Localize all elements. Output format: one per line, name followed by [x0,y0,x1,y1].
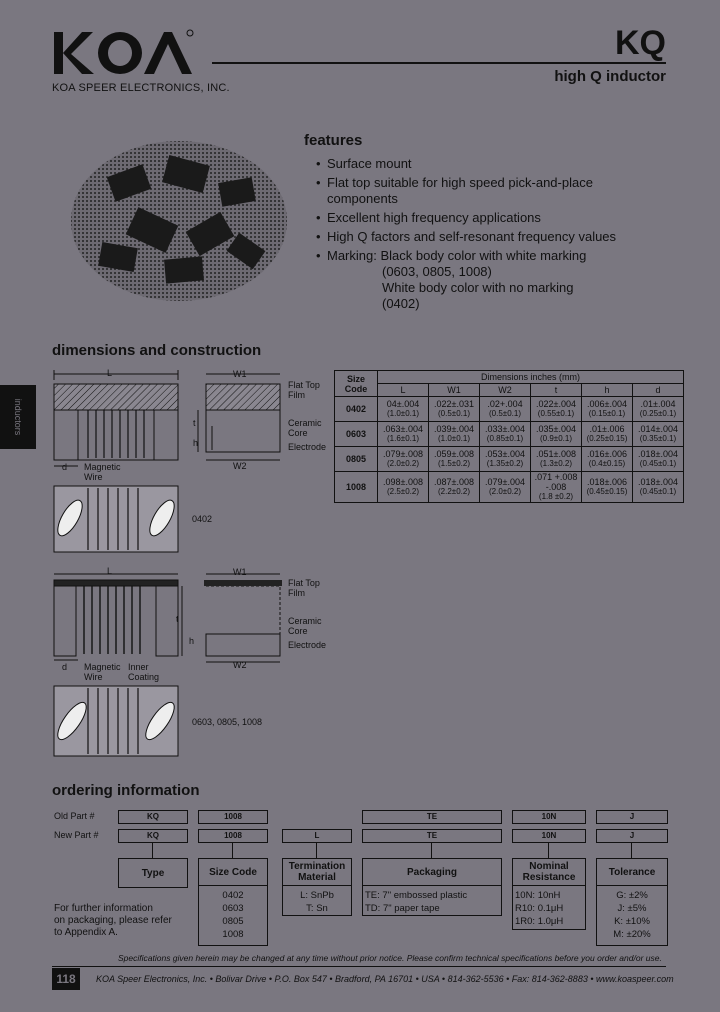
category-nominal-title: Nominal Resistance [513,859,585,886]
label-h: h [193,438,199,448]
label-size-others: 0603, 0805, 1008 [192,717,263,727]
ordering-title: ordering information [52,782,200,799]
table-cell: .098±.008 (2.5±0.2) [378,472,429,503]
table-header-t: t [531,384,582,397]
table-header-W2: W2 [480,384,531,397]
table-cell-size: 0402 [335,397,378,422]
company-address: KOA Speer Electronics, Inc. • Bolivar Drive • P.O. Box 547 • Bradford, PA 16701 • USA • 814-362-5536 • Fax: 814-362-8883 • www.koaspeer.com [96,974,674,984]
label-W2-2: W2 [233,660,247,670]
table-cell: .02+.004 (0.5±0.1) [480,397,531,422]
category-tolerance [596,858,668,946]
new-part-label: New Part # [54,830,99,840]
label-d-2: d [62,662,68,672]
old-part-size: 1008 [198,810,268,824]
dimensions-table [334,370,684,503]
table-cell: .051±.008 (1.3±0.2) [531,447,582,472]
label-L: L [107,368,113,378]
label-d: d [62,462,68,472]
list-item [316,210,636,226]
table-header-h: h [582,384,633,397]
feature-text: • Marking: Black body color with white marking [327,248,587,263]
list-item [316,175,636,207]
list-item [316,229,636,245]
table-row [335,447,684,472]
feature-text: White body color with no marking [382,280,574,295]
table-row [335,472,684,503]
product-code: KQ [615,24,666,62]
new-part-termination: L [282,829,352,843]
category-tolerance-values: G: ±2% J: ±5% K: ±10% M: ±20% [613,890,651,940]
feature-text: • Flat top suitable for high speed pick-and-place [327,175,593,190]
label-t: t [193,418,196,428]
table-cell: .016±.006 (0.4±0.15) [582,447,633,472]
category-tolerance-title: Tolerance [597,859,667,886]
header-rule [212,62,666,64]
packaging-note: For further information on packaging, please refer to Appendix A. [54,903,172,938]
table-cell: .018±.004 (0.45±0.1) [633,472,684,503]
table-row [335,397,684,422]
category-size-code [198,858,268,946]
label-W1-2: W1 [233,567,247,577]
category-type-title: Type [141,867,165,879]
koa-logo [52,28,194,78]
list-item [316,248,636,312]
category-termination-values: L: SnPb T: Sn [300,890,334,914]
table-cell-size: 0603 [335,422,378,447]
label-size-0402: 0402 [192,514,213,524]
category-nominal [512,858,586,930]
section-side-tab [0,385,36,449]
category-packaging-title: Packaging [363,859,501,886]
connector [431,843,432,858]
label-L-2: L [107,566,113,576]
table-header-size: Size Code [335,371,378,397]
table-cell: .01±.004 (0.25±0.1) [633,397,684,422]
table-row [335,422,684,447]
table-cell: 04±.004 (1.0±0.1) [378,397,429,422]
table-header-W1: W1 [429,384,480,397]
table-cell: .006±.004 (0.15±0.1) [582,397,633,422]
table-header-L: L [378,384,429,397]
connector [548,843,549,858]
category-packaging [362,858,502,916]
table-header-d: d [633,384,684,397]
category-termination [282,858,352,916]
label-flat-top-film-2: Flat Top Film [288,578,320,598]
old-part-nominal: 10N [512,810,586,824]
feature-text: Surface mount [327,156,412,171]
label-t-2: t [176,614,179,624]
label-flat-top-film: Flat Top Film [288,380,320,400]
new-part-size: 1008 [198,829,268,843]
label-ceramic-core-2: Ceramic Core [288,616,322,636]
table-cell-size: 1008 [335,472,378,503]
feature-text: (0603, 0805, 1008) [382,264,492,279]
product-photo [70,140,288,302]
list-item [316,156,636,172]
connector [316,843,317,858]
features-list [316,156,636,315]
table-cell: .014±.004 (0.35±0.1) [633,422,684,447]
table-cell: .022±.031 (0.5±0.1) [429,397,480,422]
new-part-nominal: 10N [512,829,586,843]
table-cell: .087±.008 (2.2±0.2) [429,472,480,503]
label-electrode: Electrode [288,442,327,452]
page-number: 118 [52,968,80,990]
category-packaging-values: TE: 7" embossed plastic TD: 7" paper tape [365,890,468,914]
category-type [118,858,188,888]
table-cell: .071 +.008 -.008 (1.8 ±0.2) [531,472,582,503]
table-cell: .079±.004 (2.0±0.2) [480,472,531,503]
old-part-type: KQ [118,810,188,824]
category-size-title: Size Code [199,859,267,886]
new-part-tolerance: J [596,829,668,843]
category-size-values: 0402 0603 0805 1008 [222,890,244,940]
footer-rule [52,966,666,967]
label-W2: W2 [233,461,247,471]
feature-text: Excellent high frequency applications [327,210,541,225]
dimensions-title: dimensions and construction [52,342,262,359]
table-cell: .053±.004 (1.35±0.2) [480,447,531,472]
table-header-group: Dimensions inches (mm) [378,371,684,384]
feature-text: (0402) [382,296,420,311]
new-part-type: KQ [118,829,188,843]
old-part-tolerance: J [596,810,668,824]
feature-text: components [327,191,398,206]
connector [152,843,153,858]
product-name: high Q inductor [554,68,666,85]
label-magnetic-wire: Magnetic Wire [84,462,121,482]
new-part-packaging: TE [362,829,502,843]
table-cell: .022±.004 (0.55±0.1) [531,397,582,422]
table-cell: .063±.004 (1.6±0.1) [378,422,429,447]
table-cell: .059±.008 (1.5±0.2) [429,447,480,472]
feature-text: High Q factors and self-resonant frequency values [327,229,617,244]
label-W1: W1 [233,369,247,379]
category-termination-title: Termination Material [283,859,351,886]
features-title: features [304,132,363,149]
label-ceramic-core: Ceramic Core [288,418,322,438]
label-h-2: h [189,636,195,646]
table-cell: .035±.004 (0.9±0.1) [531,422,582,447]
spec-notice: Specifications given herein may be changed at any time without prior notice. Please confirm technical specifications before you order and/or use. [118,953,662,963]
label-magnetic-wire-2: Magnetic Wire [84,662,121,682]
label-inner-coating: Inner Coating [128,662,160,682]
table-cell: .033±.004 (0.85±0.1) [480,422,531,447]
old-part-label: Old Part # [54,811,95,821]
table-cell-size: 0805 [335,447,378,472]
company-name: KOA SPEER ELECTRONICS, INC. [52,82,230,94]
label-electrode-2: Electrode [288,640,327,650]
table-cell: .018±.004 (0.45±0.1) [633,447,684,472]
table-cell: .079±.008 (2.0±0.2) [378,447,429,472]
table-cell: .039±.004 (1.0±0.1) [429,422,480,447]
old-part-packaging: TE [362,810,502,824]
side-tab-label: inductors [13,398,23,436]
connector [631,843,632,858]
connector [232,843,233,858]
table-cell: .01±.006 (0.25±0.15) [582,422,633,447]
category-nominal-values: 10N: 10nH R10: 0.1μH 1R0: 1.0μH [515,890,564,927]
table-cell: .018±.006 (0.45±0.15) [582,472,633,503]
